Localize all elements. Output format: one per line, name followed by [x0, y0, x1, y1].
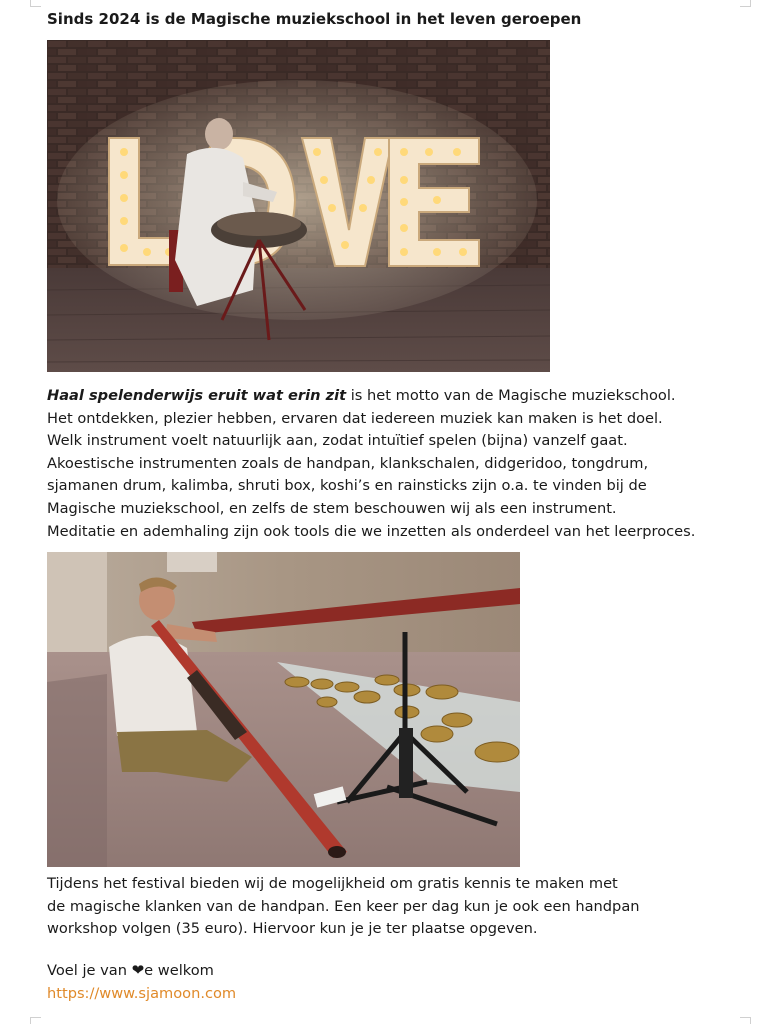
intro-line-1 — [47, 385, 695, 408]
intro-line-2: Het ontdekken, plezier hebben, ervaren dat iedereen muziek kan maken is het doel. — [47, 409, 663, 427]
love-handpan-photo — [47, 40, 550, 372]
heart-icon: ❤ — [131, 961, 145, 979]
page-heading: Sinds 2024 is de Magische muziekschool in het leven geroepen — [47, 10, 582, 28]
page-corner-bottom-right — [740, 1017, 751, 1024]
festival-line-2: de magische klanken van de handpan. Een keer per dag kun je ook een handpan — [47, 897, 640, 915]
page-corner-top-right — [740, 0, 751, 7]
motto-rest-text: is het motto van de Magische muziekschool. — [346, 387, 676, 404]
festival-line-1: Tijdens het festival bieden wij de mogelijkheid om gratis kennis te maken met — [47, 875, 618, 892]
page-corner-top-left — [30, 0, 41, 7]
intro-line-3: Welk instrument voelt natuurlijk aan, zodat intuïtief spelen (bijna) vanzelf gaat. — [47, 432, 628, 450]
closing-line — [47, 960, 214, 983]
intro-line-7: Meditatie en ademhaling zijn ook tools die we inzetten als onderdeel van het leerproces. — [47, 522, 696, 540]
intro-line-6: Magische muziekschool, en zelfs de stem beschouwen wij als een instrument. — [47, 499, 617, 517]
intro-line-4: Akoestische instrumenten zoals de handpan, klankschalen, didgeridoo, tongdrum, — [47, 454, 649, 472]
page-corner-bottom-left — [30, 1017, 41, 1024]
didgeridoo-photo — [47, 552, 520, 867]
website-link[interactable]: https://www.sjamoon.com — [47, 985, 237, 1002]
motto-text: Haal spelenderwijs eruit wat erin zit — [47, 387, 347, 404]
festival-paragraph — [47, 873, 640, 941]
closing-before-text: Voel je van — [47, 962, 132, 979]
festival-line-3: workshop volgen (35 euro). Hiervoor kun je je ter plaatse opgeven. — [47, 920, 538, 938]
closing-after-text: e welkom — [144, 962, 214, 979]
intro-line-5: sjamanen drum, kalimba, shruti box, koshi’s en rainsticks zijn o.a. te vinden bij de — [47, 477, 647, 495]
intro-paragraph — [47, 385, 695, 543]
